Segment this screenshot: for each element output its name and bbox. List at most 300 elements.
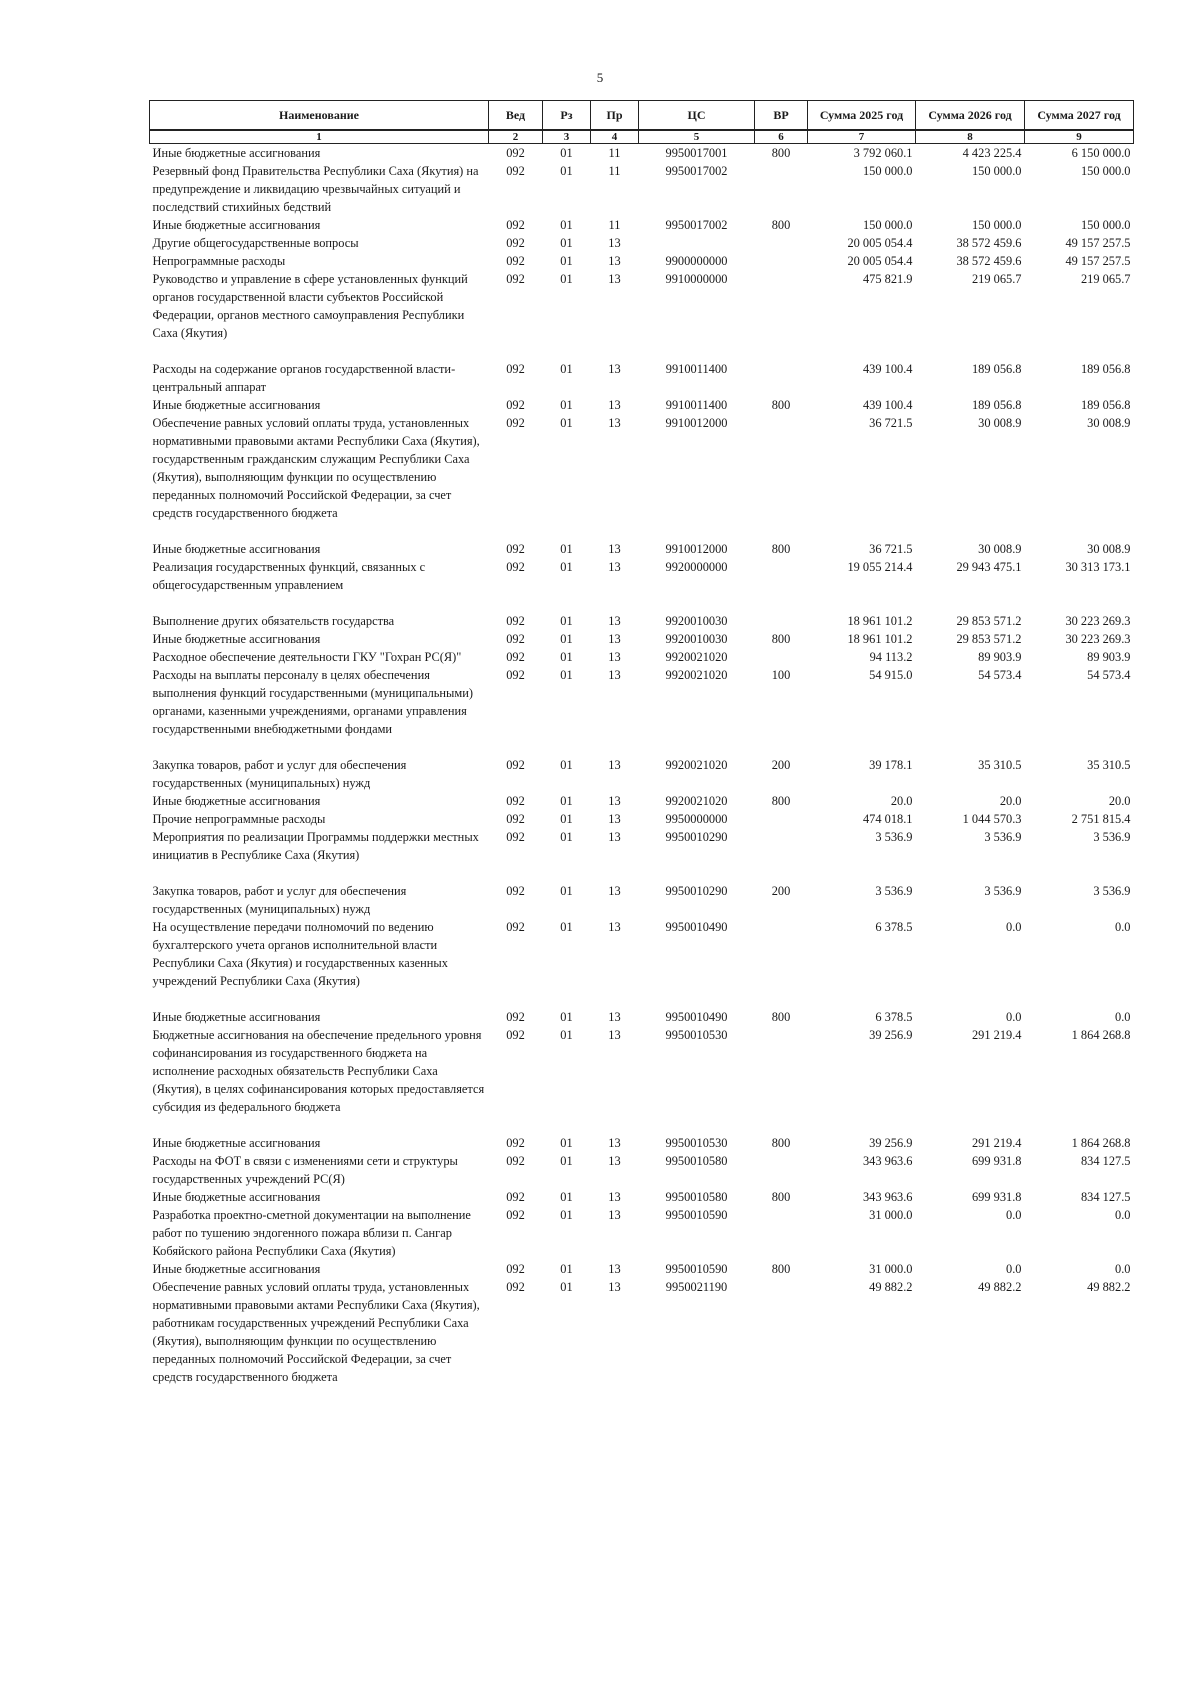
cell-cs: 9910011400	[665, 362, 728, 376]
cell-pr: 13	[608, 1262, 621, 1276]
cell-rz: 01	[560, 668, 573, 682]
budget-table	[149, 100, 1134, 1386]
cell-pr: 13	[608, 1010, 621, 1024]
cell-cs: 9920000000	[665, 560, 728, 574]
cell-rz: 01	[560, 398, 573, 412]
cell-pr: 13	[608, 650, 621, 664]
cell-sum-2025: 6 378.5	[875, 1010, 913, 1024]
cell-sum-2025: 343 963.6	[862, 1190, 913, 1204]
cell-pr: 13	[608, 1280, 621, 1294]
cell-sum-2027: 1 864 268.8	[1071, 1028, 1131, 1042]
cell-vr	[755, 648, 808, 666]
cell-ved: 092	[506, 1262, 525, 1276]
cell-sum-2026: 4 423 225.4	[962, 146, 1022, 160]
cell-ved: 092	[506, 614, 525, 628]
cell-rz: 01	[560, 1208, 573, 1222]
cell-sum-2025: 39 178.1	[869, 758, 913, 772]
cell-pr: 13	[608, 1028, 621, 1042]
cell-sum-2025: 20 005 054.4	[847, 254, 913, 268]
cell-ved: 092	[506, 146, 525, 160]
table-row	[150, 144, 1134, 163]
cell-sum-2026: 38 572 459.6	[956, 254, 1022, 268]
table-row	[150, 1008, 1134, 1026]
column-number: 7	[808, 130, 916, 144]
cell-pr: 13	[608, 614, 621, 628]
table-row	[150, 918, 1134, 1008]
cell-sum-2026: 1 044 570.3	[962, 812, 1022, 826]
cell-pr: 13	[608, 812, 621, 826]
cell-sum-2027: 49 157 257.5	[1065, 236, 1131, 250]
cell-rz: 01	[560, 632, 573, 646]
cell-name: Закупка товаров, работ и услуг для обеспечения государственных (муниципальных) нужд	[152, 884, 407, 916]
cell-sum-2026: 89 903.9	[978, 650, 1022, 664]
cell-ved: 092	[506, 1280, 525, 1294]
cell-name: Реализация государственных функций, связанных с общегосударственным управлением	[152, 560, 426, 592]
cell-rz: 01	[560, 146, 573, 160]
cell-sum-2026: 3 536.9	[984, 884, 1022, 898]
cell-sum-2025: 94 113.2	[869, 650, 913, 664]
cell-cs: 9910012000	[665, 542, 728, 556]
cell-pr: 13	[608, 920, 621, 934]
cell-rz: 01	[560, 794, 573, 808]
cell-vr	[755, 1206, 808, 1260]
column-number: 2	[489, 130, 543, 144]
cell-vr	[755, 252, 808, 270]
cell-pr: 13	[608, 1208, 621, 1222]
cell-ved: 092	[506, 1028, 525, 1042]
cell-ved: 092	[506, 758, 525, 772]
cell-name: На осуществление передачи полномочий по ведению бухгалтерского учета органов исполнительной власти Республики Саха (Якутия) и государственных казенных учреждений Республики Саха (Якутия)	[152, 920, 448, 988]
cell-sum-2027: 30 008.9	[1087, 416, 1131, 430]
cell-name: Иные бюджетные ассигнования	[152, 398, 321, 412]
cell-cs: 9910012000	[665, 416, 728, 430]
cell-pr: 13	[608, 758, 621, 772]
cell-cs: 9920010030	[665, 614, 728, 628]
cell-sum-2025: 31 000.0	[869, 1262, 913, 1276]
cell-ved: 092	[506, 650, 525, 664]
cell-sum-2025: 6 378.5	[875, 920, 913, 934]
cell-vr	[755, 1026, 808, 1134]
cell-rz: 01	[560, 254, 573, 268]
cell-name: Бюджетные ассигнования на обеспечение предельного уровня софинансирования из государственного бюджета на исполнение расходных обязательств Республики Саха (Якутия), в целях софинансирования которых предоставляется субсидия из федерального бюджета	[152, 1028, 485, 1114]
cell-pr: 11	[608, 218, 621, 232]
table-row	[150, 792, 1134, 810]
cell-name: Разработка проектно-сметной документации на выполнение работ по тушению эндогенного пожара вблизи п. Сангар Кобяйского района Республики Саха (Якутия)	[152, 1208, 471, 1258]
cell-sum-2027: 834 127.5	[1080, 1190, 1131, 1204]
cell-cs: 9950010590	[665, 1262, 728, 1276]
column-number: 6	[755, 130, 808, 144]
cell-sum-2026: 0.0	[1006, 920, 1022, 934]
cell-rz: 01	[560, 416, 573, 430]
cell-vr: 800	[771, 794, 791, 808]
cell-sum-2026: 3 536.9	[984, 830, 1022, 844]
cell-name: Закупка товаров, работ и услуг для обеспечения государственных (муниципальных) нужд	[152, 758, 407, 790]
cell-ved: 092	[506, 218, 525, 232]
cell-name: Иные бюджетные ассигнования	[152, 794, 321, 808]
column-header-ved: Вед	[489, 101, 543, 131]
cell-sum-2026: 0.0	[1006, 1208, 1022, 1222]
cell-pr: 13	[608, 560, 621, 574]
cell-ved: 092	[506, 542, 525, 556]
cell-vr	[755, 1278, 808, 1386]
cell-vr: 800	[771, 1262, 791, 1276]
cell-ved: 092	[506, 830, 525, 844]
cell-pr: 13	[608, 1154, 621, 1168]
cell-rz: 01	[560, 758, 573, 772]
cell-name: Иные бюджетные ассигнования	[152, 542, 321, 556]
cell-rz: 01	[560, 362, 573, 376]
cell-sum-2025: 3 792 060.1	[853, 146, 913, 160]
cell-vr	[755, 414, 808, 540]
cell-name: Прочие непрограммные расходы	[152, 812, 326, 826]
cell-cs: 9950010290	[665, 830, 728, 844]
table-row	[150, 162, 1134, 216]
cell-sum-2025: 49 882.2	[869, 1280, 913, 1294]
cell-sum-2026: 29 943 475.1	[956, 560, 1022, 574]
cell-vr	[755, 360, 808, 396]
cell-sum-2026: 291 219.4	[971, 1136, 1022, 1150]
cell-sum-2026: 0.0	[1006, 1010, 1022, 1024]
cell-sum-2026: 150 000.0	[971, 164, 1022, 178]
cell-vr: 200	[771, 758, 791, 772]
cell-sum-2026: 291 219.4	[971, 1028, 1022, 1042]
cell-sum-2027: 49 157 257.5	[1065, 254, 1131, 268]
cell-vr: 100	[771, 668, 791, 682]
cell-rz: 01	[560, 1136, 573, 1150]
cell-rz: 01	[560, 884, 573, 898]
cell-ved: 092	[506, 560, 525, 574]
cell-pr: 13	[608, 416, 621, 430]
cell-sum-2027: 0.0	[1115, 1208, 1131, 1222]
cell-cs: 9950010580	[665, 1154, 728, 1168]
cell-sum-2025: 20.0	[890, 794, 913, 808]
table-row	[150, 252, 1134, 270]
cell-rz: 01	[560, 272, 573, 286]
cell-ved: 092	[506, 1010, 525, 1024]
cell-sum-2027: 189 056.8	[1080, 398, 1131, 412]
cell-sum-2025: 439 100.4	[862, 398, 913, 412]
column-number: 4	[591, 130, 639, 144]
cell-ved: 092	[506, 272, 525, 286]
cell-sum-2027: 30 223 269.3	[1065, 632, 1131, 646]
cell-sum-2026: 30 008.9	[978, 416, 1022, 430]
cell-sum-2027: 89 903.9	[1087, 650, 1131, 664]
cell-sum-2025: 39 256.9	[869, 1028, 913, 1042]
cell-pr: 13	[608, 254, 621, 268]
cell-cs: 9910000000	[665, 272, 728, 286]
cell-sum-2027: 150 000.0	[1080, 164, 1131, 178]
table-row	[150, 648, 1134, 666]
cell-name: Иные бюджетные ассигнования	[152, 1190, 321, 1204]
cell-vr: 800	[771, 1190, 791, 1204]
cell-sum-2027: 30 008.9	[1087, 542, 1131, 556]
column-number: 3	[543, 130, 591, 144]
column-number: 1	[150, 130, 489, 144]
cell-sum-2026: 189 056.8	[971, 362, 1022, 376]
cell-vr: 200	[771, 884, 791, 898]
cell-vr: 800	[771, 146, 791, 160]
cell-rz: 01	[560, 1028, 573, 1042]
cell-vr	[755, 558, 808, 612]
cell-cs: 9920021020	[665, 668, 728, 682]
cell-sum-2026: 38 572 459.6	[956, 236, 1022, 250]
cell-rz: 01	[560, 218, 573, 232]
cell-vr: 800	[771, 1136, 791, 1150]
cell-vr: 800	[771, 398, 791, 412]
cell-sum-2027: 150 000.0	[1080, 218, 1131, 232]
table-row	[150, 216, 1134, 234]
cell-ved: 092	[506, 362, 525, 376]
table-row	[150, 558, 1134, 612]
cell-rz: 01	[560, 812, 573, 826]
cell-name: Иные бюджетные ассигнования	[152, 1136, 321, 1150]
cell-sum-2025: 54 915.0	[869, 668, 913, 682]
cell-ved: 092	[506, 164, 525, 178]
cell-sum-2026: 0.0	[1006, 1262, 1022, 1276]
cell-sum-2027: 30 223 269.3	[1065, 614, 1131, 628]
cell-rz: 01	[560, 1262, 573, 1276]
table-row	[150, 360, 1134, 396]
cell-name: Иные бюджетные ассигнования	[152, 146, 321, 160]
cell-name: Иные бюджетные ассигнования	[152, 632, 321, 646]
cell-sum-2025: 18 961 101.2	[847, 632, 913, 646]
column-header-rz: Рз	[543, 101, 591, 131]
cell-ved: 092	[506, 920, 525, 934]
column-header-sum-2026: Сумма 2026 год	[916, 101, 1025, 131]
cell-cs: 9920021020	[665, 794, 728, 808]
cell-pr: 13	[608, 542, 621, 556]
cell-sum-2025: 31 000.0	[869, 1208, 913, 1222]
cell-sum-2027: 6 150 000.0	[1071, 146, 1131, 160]
cell-pr: 13	[608, 794, 621, 808]
cell-sum-2025: 474 018.1	[862, 812, 913, 826]
cell-sum-2026: 699 931.8	[971, 1190, 1022, 1204]
cell-pr: 13	[608, 830, 621, 844]
cell-name: Руководство и управление в сфере установленных функций органов государственной власти субъектов Российской Федерации, органов местного самоуправления Республики Саха (Якутия)	[152, 272, 468, 340]
cell-cs: 9950021190	[665, 1280, 728, 1294]
cell-sum-2027: 54 573.4	[1087, 668, 1131, 682]
cell-sum-2026: 30 008.9	[978, 542, 1022, 556]
cell-name: Иные бюджетные ассигнования	[152, 1262, 321, 1276]
cell-rz: 01	[560, 164, 573, 178]
cell-rz: 01	[560, 1154, 573, 1168]
cell-sum-2025: 18 961 101.2	[847, 614, 913, 628]
table-row	[150, 1134, 1134, 1152]
cell-sum-2027: 2 751 815.4	[1071, 812, 1131, 826]
table-row	[150, 756, 1134, 792]
cell-sum-2026: 35 310.5	[978, 758, 1022, 772]
cell-vr	[755, 1152, 808, 1188]
cell-name: Непрограммные расходы	[152, 254, 286, 268]
cell-pr: 13	[608, 1136, 621, 1150]
cell-sum-2027: 20.0	[1108, 794, 1131, 808]
column-number: 9	[1025, 130, 1134, 144]
cell-sum-2025: 475 821.9	[862, 272, 913, 286]
cell-rz: 01	[560, 1010, 573, 1024]
cell-sum-2025: 150 000.0	[862, 218, 913, 232]
cell-sum-2025: 36 721.5	[869, 542, 913, 556]
cell-sum-2025: 343 963.6	[862, 1154, 913, 1168]
cell-sum-2025: 3 536.9	[875, 830, 913, 844]
column-header-sum-2027: Сумма 2027 год	[1025, 101, 1134, 131]
cell-sum-2027: 1 864 268.8	[1071, 1136, 1131, 1150]
table-header-row	[150, 101, 1134, 131]
table-row	[150, 828, 1134, 882]
cell-vr: 800	[771, 542, 791, 556]
cell-cs: 9920010030	[665, 632, 728, 646]
cell-name: Иные бюджетные ассигнования	[152, 218, 321, 232]
cell-pr: 13	[608, 668, 621, 682]
cell-sum-2025: 36 721.5	[869, 416, 913, 430]
cell-name: Обеспечение равных условий оплаты труда, установленных нормативными правовыми актами Республики Саха (Якутия), работникам государственных учреждений Республики Саха (Якутия), выполняющим функции по осуществлению переданных полномочий Российской Федерации, за счет средств государственного бюджета	[152, 1280, 480, 1384]
page-number: 5	[596, 70, 604, 85]
cell-cs: 9920021020	[665, 650, 728, 664]
table-row	[150, 540, 1134, 558]
cell-pr: 11	[608, 146, 621, 160]
cell-rz: 01	[560, 560, 573, 574]
cell-sum-2025: 20 005 054.4	[847, 236, 913, 250]
cell-vr	[755, 270, 808, 360]
cell-vr: 800	[771, 1010, 791, 1024]
cell-name: Расходы на содержание органов государственной власти- центральный аппарат	[152, 362, 456, 394]
cell-vr: 800	[771, 218, 791, 232]
cell-pr: 13	[608, 398, 621, 412]
cell-name: Расходы на выплаты персоналу в целях обеспечения выполнения функций государственными (муниципальными) органами, казенными учреждениями, органами управления государственными внебюджетными фондами	[152, 668, 473, 736]
cell-ved: 092	[506, 884, 525, 898]
cell-sum-2027: 3 536.9	[1093, 830, 1131, 844]
cell-name: Расходы на ФОТ в связи с изменениями сети и структуры государственных учреждений РС(Я)	[152, 1154, 458, 1186]
cell-ved: 092	[506, 236, 525, 250]
cell-sum-2027: 0.0	[1115, 920, 1131, 934]
cell-pr: 11	[608, 164, 621, 178]
table-row	[150, 1188, 1134, 1206]
cell-sum-2027: 0.0	[1115, 1262, 1131, 1276]
cell-vr	[755, 612, 808, 630]
table-row	[150, 1152, 1134, 1188]
cell-cs: 9920021020	[665, 758, 728, 772]
column-header-cs: ЦС	[639, 101, 755, 131]
column-number: 8	[916, 130, 1025, 144]
cell-cs: 9950010490	[665, 920, 728, 934]
cell-vr	[755, 810, 808, 828]
cell-pr: 13	[608, 272, 621, 286]
cell-sum-2027: 3 536.9	[1093, 884, 1131, 898]
cell-sum-2026: 699 931.8	[971, 1154, 1022, 1168]
cell-ved: 092	[506, 254, 525, 268]
table-row	[150, 1260, 1134, 1278]
cell-name: Резервный фонд Правительства Республики Саха (Якутия) на предупреждение и ликвидацию чрезвычайных ситуаций и последствий стихийных бедствий	[152, 164, 479, 214]
cell-sum-2027: 35 310.5	[1087, 758, 1131, 772]
cell-sum-2027: 219 065.7	[1080, 272, 1131, 286]
cell-rz: 01	[560, 920, 573, 934]
table-row	[150, 234, 1134, 252]
column-number: 5	[639, 130, 755, 144]
cell-cs: 9910011400	[665, 398, 728, 412]
cell-name: Обеспечение равных условий оплаты труда, установленных нормативными правовыми актами Республики Саха (Якутия), государственным гражданским служащим Республики Саха (Якутия), выполняющим функции по осуществлению переданных полномочий Российской Федерации, за счет средств государственного бюджета	[152, 416, 480, 520]
cell-pr: 13	[608, 632, 621, 646]
column-number-row	[150, 130, 1134, 144]
cell-pr: 13	[608, 236, 621, 250]
table-row	[150, 1206, 1134, 1260]
cell-vr	[755, 828, 808, 882]
cell-cs: 9950017001	[665, 146, 728, 160]
cell-sum-2026: 49 882.2	[978, 1280, 1022, 1294]
cell-sum-2026: 219 065.7	[971, 272, 1022, 286]
cell-pr: 13	[608, 884, 621, 898]
cell-ved: 092	[506, 632, 525, 646]
cell-name: Мероприятия по реализации Программы поддержки местных инициатив в Республике Саха (Якутия)	[152, 830, 479, 862]
table-row	[150, 810, 1134, 828]
column-header-vr: ВР	[755, 101, 808, 131]
cell-rz: 01	[560, 1280, 573, 1294]
cell-cs: 9950017002	[665, 164, 728, 178]
cell-sum-2027: 0.0	[1115, 1010, 1131, 1024]
table-row	[150, 1278, 1134, 1386]
cell-sum-2025: 39 256.9	[869, 1136, 913, 1150]
table-row	[150, 666, 1134, 756]
cell-sum-2026: 150 000.0	[971, 218, 1022, 232]
table-row	[150, 630, 1134, 648]
column-header-pr: Пр	[591, 101, 639, 131]
cell-ved: 092	[506, 1136, 525, 1150]
table-row	[150, 270, 1134, 360]
cell-ved: 092	[506, 1190, 525, 1204]
cell-rz: 01	[560, 614, 573, 628]
cell-cs: 9950010530	[665, 1136, 728, 1150]
table-row	[150, 882, 1134, 918]
cell-cs: 9950010490	[665, 1010, 728, 1024]
column-header-sum-2025: Сумма 2025 год	[808, 101, 916, 131]
cell-rz: 01	[560, 542, 573, 556]
cell-sum-2027: 30 313 173.1	[1065, 560, 1131, 574]
cell-ved: 092	[506, 1154, 525, 1168]
cell-ved: 092	[506, 812, 525, 826]
cell-ved: 092	[506, 1208, 525, 1222]
cell-cs	[639, 234, 755, 252]
cell-cs: 9950017002	[665, 218, 728, 232]
cell-name: Выполнение других обязательств государства	[152, 614, 395, 628]
cell-pr: 13	[608, 1190, 621, 1204]
cell-pr: 13	[608, 362, 621, 376]
cell-sum-2025: 19 055 214.4	[847, 560, 913, 574]
cell-rz: 01	[560, 1190, 573, 1204]
cell-ved: 092	[506, 668, 525, 682]
cell-sum-2026: 54 573.4	[978, 668, 1022, 682]
cell-rz: 01	[560, 650, 573, 664]
cell-vr	[755, 234, 808, 252]
table-row	[150, 1026, 1134, 1134]
cell-name: Другие общегосударственные вопросы	[152, 236, 359, 250]
cell-sum-2027: 49 882.2	[1087, 1280, 1131, 1294]
cell-sum-2026: 189 056.8	[971, 398, 1022, 412]
cell-name: Расходное обеспечение деятельности ГКУ "Гохран РС(Я)"	[152, 650, 462, 664]
cell-ved: 092	[506, 794, 525, 808]
cell-sum-2025: 3 536.9	[875, 884, 913, 898]
cell-cs: 9950010590	[665, 1208, 728, 1222]
cell-sum-2025: 439 100.4	[862, 362, 913, 376]
cell-cs: 9900000000	[665, 254, 728, 268]
column-header-name: Наименование	[150, 101, 489, 131]
cell-vr	[755, 162, 808, 216]
cell-cs: 9950000000	[665, 812, 728, 826]
cell-ved: 092	[506, 416, 525, 430]
cell-cs: 9950010530	[665, 1028, 728, 1042]
cell-vr: 800	[771, 632, 791, 646]
table-row	[150, 612, 1134, 630]
cell-sum-2025: 150 000.0	[862, 164, 913, 178]
cell-vr	[755, 918, 808, 1008]
cell-sum-2027: 189 056.8	[1080, 362, 1131, 376]
